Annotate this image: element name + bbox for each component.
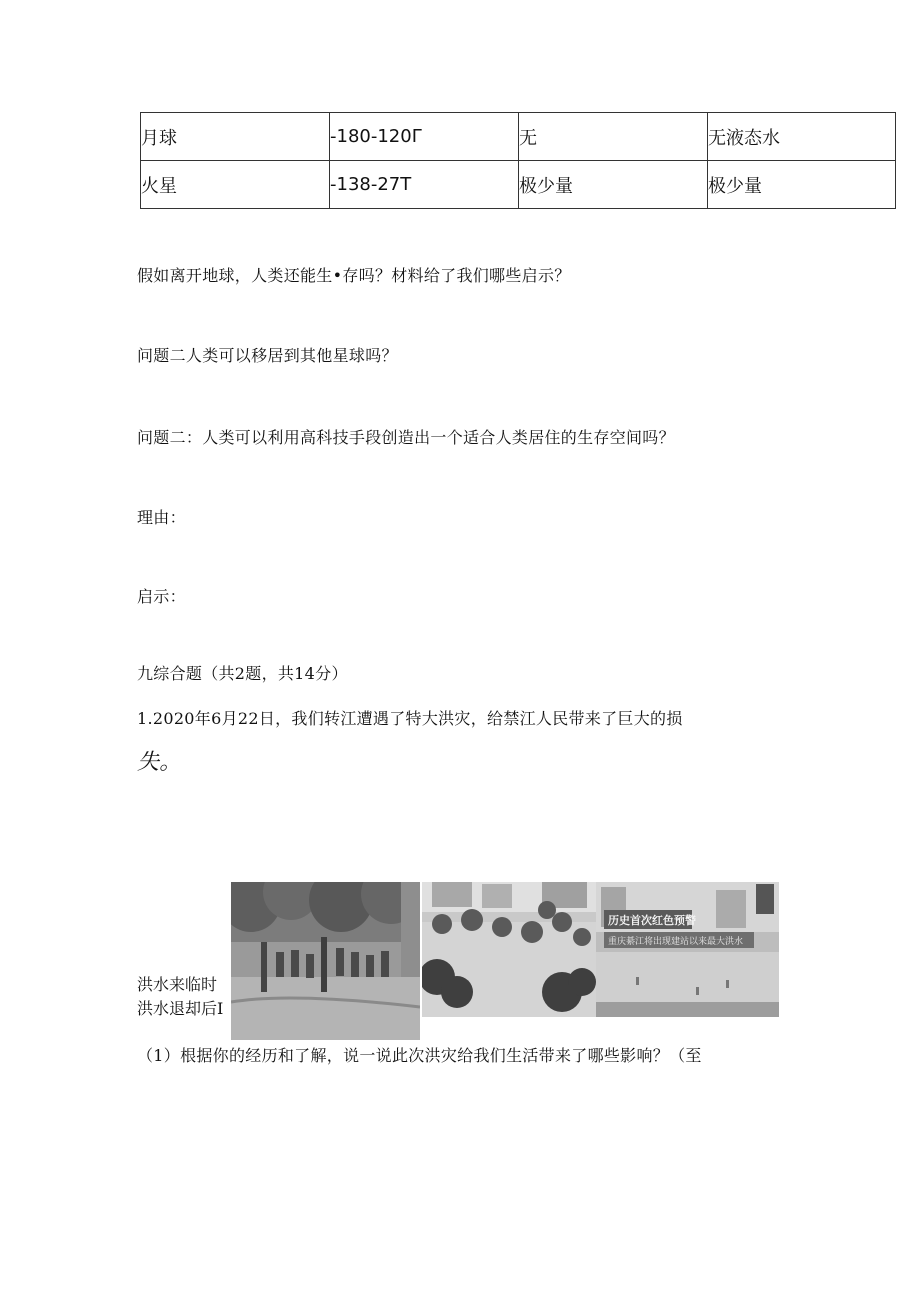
planet-conditions-table bbox=[140, 112, 896, 209]
flooded-area-image bbox=[422, 882, 596, 1017]
reason-label: 理由： bbox=[137, 508, 186, 527]
question-create-space: 问题二：人类可以利用高科技手段创造出一个适合人类居住的生存空间吗？ bbox=[137, 428, 675, 447]
item1-continuation: 失。 bbox=[137, 750, 182, 775]
question-leave-earth: 假如离开地球，人类还能生•存吗？材料给了我们哪些启示？ bbox=[137, 266, 571, 285]
flood-photo-street bbox=[231, 882, 420, 1040]
sub-question-1: （1）根据你的经历和了解，说一说此次洪灾给我们生活带来了哪些影响？（至 bbox=[137, 1046, 702, 1065]
news-banner-bottom: 重庆綦江将出现建站以来最大洪水 bbox=[608, 937, 744, 947]
news-image bbox=[596, 882, 779, 1017]
flood-receding-label: 洪水退却后I bbox=[137, 996, 223, 1019]
table-cell: -180-120Γ bbox=[330, 113, 519, 161]
item1-text: 1.2020年6月22日，我们转江遭遇了特大洪灾，给禁江人民带来了巨大的损 bbox=[137, 709, 683, 728]
table-cell: -138-27T bbox=[330, 161, 519, 209]
hint-label: 启示： bbox=[137, 587, 186, 606]
table-cell: 极少量 bbox=[708, 161, 896, 209]
table-cell: 月球 bbox=[141, 113, 330, 161]
flood-photo-flooded-area bbox=[422, 882, 596, 1017]
table-cell: 无液态水 bbox=[708, 113, 896, 161]
street-image bbox=[231, 882, 420, 1040]
table-row bbox=[141, 113, 896, 161]
section-heading: 九综合题（共2题，共14分） bbox=[137, 664, 348, 683]
flood-coming-label: 洪水来临时 bbox=[137, 972, 217, 995]
table-cell: 极少量 bbox=[519, 161, 708, 209]
table-cell: 无 bbox=[519, 113, 708, 161]
question-move-planet: 问题二人类可以移居到其他星球吗？ bbox=[137, 346, 398, 365]
flood-photo-news bbox=[596, 882, 779, 1017]
table-row bbox=[141, 161, 896, 209]
table-cell: 火星 bbox=[141, 161, 330, 209]
news-banner-top: 历史首次红色预警 bbox=[608, 914, 696, 927]
